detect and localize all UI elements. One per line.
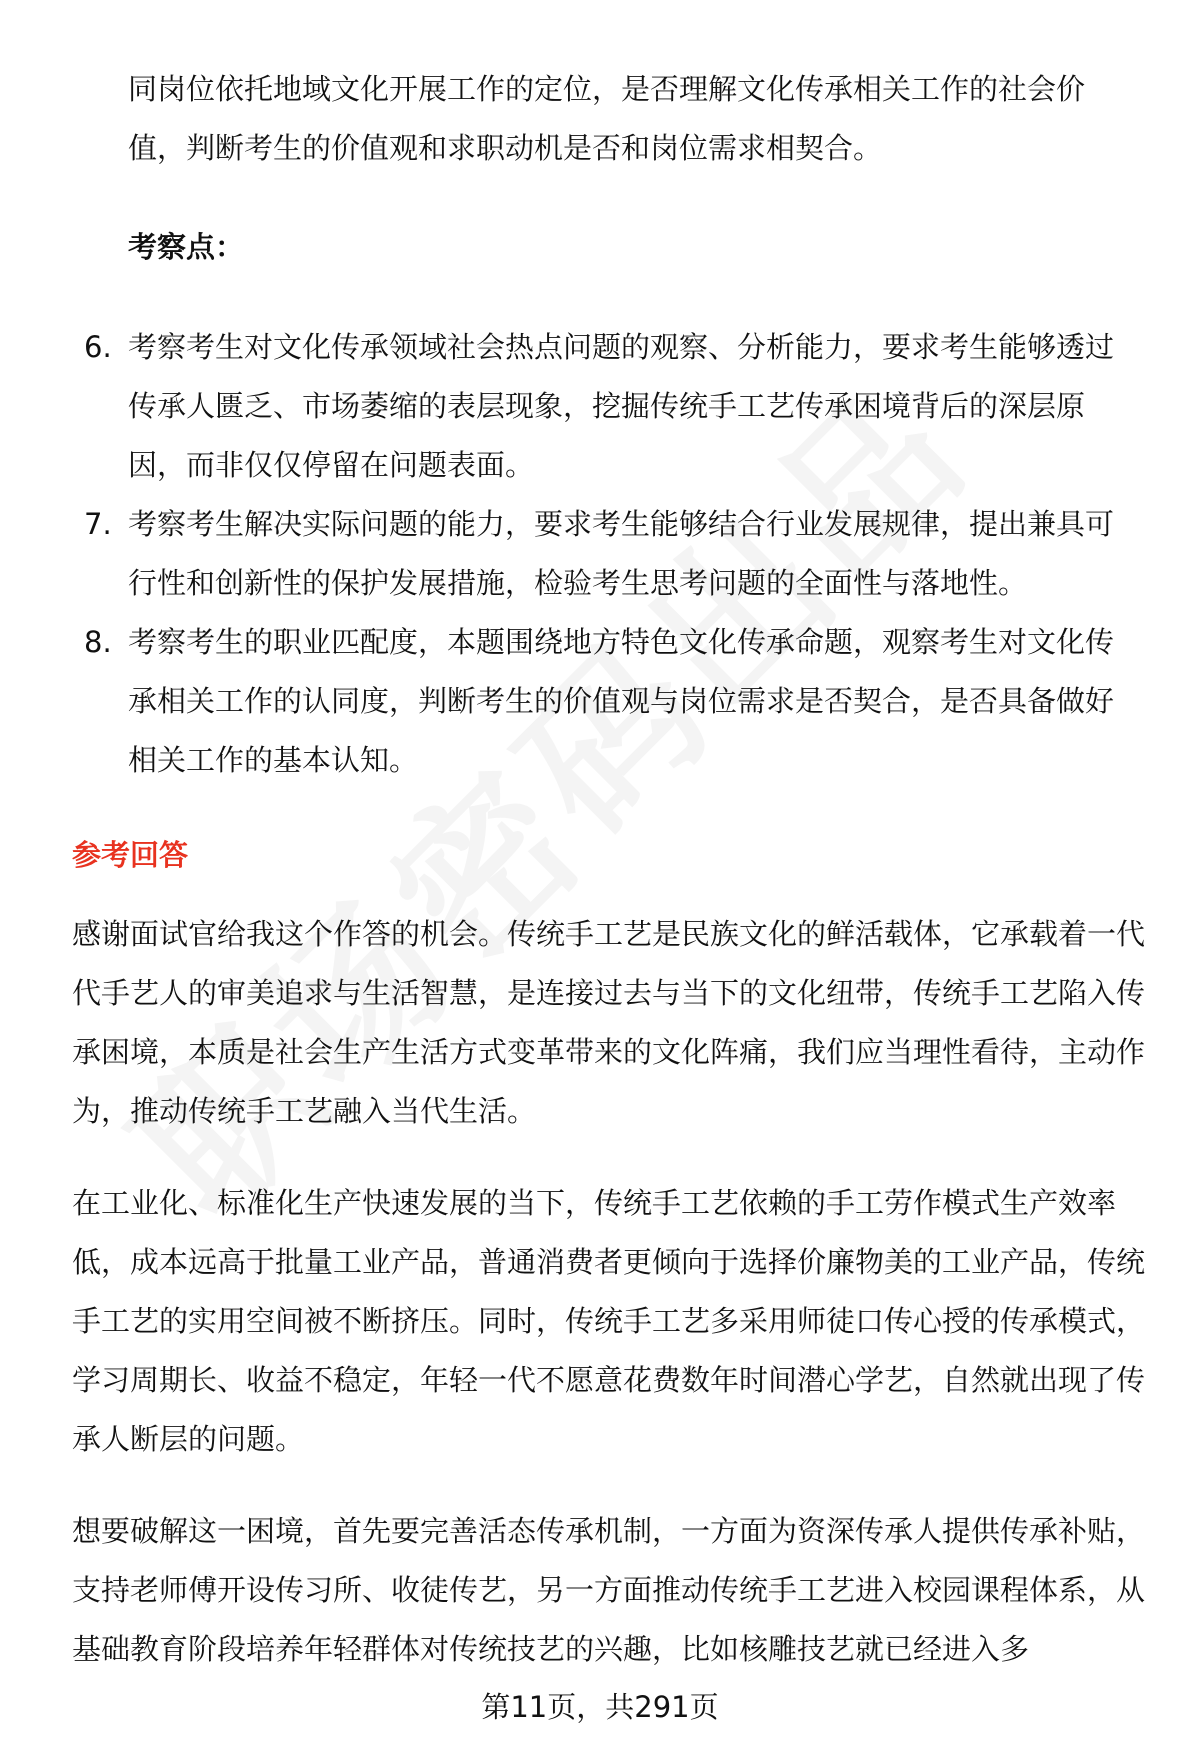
answer-heading: 参考回答 (72, 838, 189, 872)
points-list (0, 318, 1150, 790)
list-number: 6. (84, 330, 112, 364)
list-item (0, 613, 1138, 790)
intro-paragraph: 同岗位依托地域文化开展工作的定位，是否理解文化传承相关工作的社会价值，判断考生的价值观和求职动机是否和岗位需求相契合。 (128, 72, 1086, 165)
list-item-text: 考察考生解决实际问题的能力，要求考生能够结合行业发展规律，提出兼具可行性和创新性的保护发展措施，检验考生思考问题的全面性与落地性。 (128, 507, 1115, 600)
list-number: 8. (84, 625, 112, 659)
list-item-text: 考察考生的职业匹配度，本题围绕地方特色文化传承命题，观察考生对文化传承相关工作的认同度，判断考生的价值观与岗位需求是否契合，是否具备做好相关工作的基本认知。 (128, 625, 1115, 777)
list-item-text: 考察考生对文化传承领域社会热点问题的观察、分析能力，要求考生能够透过传承人匮乏、市场萎缩的表层现象，挖掘传统手工艺传承困境背后的深层原因，而非仅仅停留在问题表面。 (128, 330, 1115, 482)
list-number: 7. (84, 507, 112, 541)
points-heading: 考察点： (128, 230, 245, 264)
answer-paragraph: 想要破解这一困境，首先要完善活态传承机制，一方面为资深传承人提供传承补贴，支持老师傅开设传习所、收徒传艺，另一方面推动传统手工艺进入校园课程体系，从基础教育阶段培养年轻群体对传统技艺的兴趣，比如核雕技艺就已经进入多 (72, 1514, 1146, 1666)
list-item (0, 495, 1138, 613)
list-item (0, 318, 1138, 495)
answer-paragraph: 在工业化、标准化生产快速发展的当下，传统手工艺依赖的手工劳作模式生产效率低，成本远高于批量工业产品，普通消费者更倾向于选择价廉物美的工业产品，传统手工艺的实用空间被不断挤压。同时，传统手工艺多采用师徒口传心授的传承模式，学习周期长、收益不稳定，年轻一代不愿意花费数年时间潜心学艺，自然就出现了传承人断层的问题。 (72, 1186, 1146, 1456)
page-footer: 第11页，共291页 (481, 1690, 719, 1724)
answer-paragraph: 感谢面试官给我这个作答的机会。传统手工艺是民族文化的鲜活载体，它承载着一代代手艺人的审美追求与生活智慧，是连接过去与当下的文化纽带，传统手工艺陷入传承困境，本质是社会生产生活方式变革带来的文化阵痛，我们应当理性看待，主动作为，推动传统手工艺融入当代生活。 (72, 917, 1146, 1128)
